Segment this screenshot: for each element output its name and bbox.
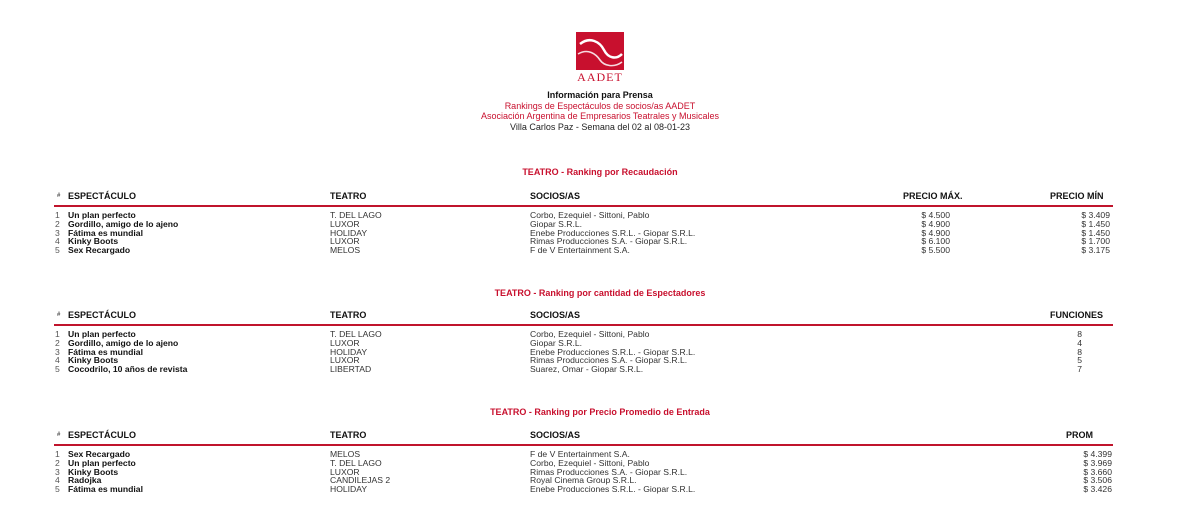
row-socios: F de V Entertainment S.A. [530, 245, 630, 256]
row-rank: 4 [55, 236, 60, 247]
row-show: Cocodrilo, 10 años de revista [68, 364, 188, 375]
row-socios: Rimas Producciones S.A. - Giopar S.R.L. [530, 236, 688, 247]
row-socios: Rimas Producciones S.A. - Giopar S.R.L. [530, 355, 688, 366]
table-row [0, 330, 1200, 339]
row-show: Kinky Boots [68, 466, 119, 477]
col-prom-header: PROM [1066, 430, 1093, 440]
aadet-logo [576, 32, 624, 70]
row-socios: Corbo, Ezequiel - Sittoni, Pablo [530, 457, 650, 468]
header-divider [54, 324, 1113, 326]
section-title: TEATRO - Ranking por cantidad de Espectadores [494, 288, 706, 298]
table-body [0, 211, 1200, 255]
row-prom: $ 3.506 [1083, 475, 1112, 486]
header-divider [54, 444, 1113, 446]
row-teatro: MELOS [330, 449, 361, 459]
col-teatro-header: TEATRO [330, 191, 367, 201]
row-funciones: 7 [1077, 364, 1082, 375]
row-socios: Giopar S.R.L. [530, 218, 583, 229]
row-prom: $ 3.660 [1083, 466, 1112, 477]
row-teatro: LUXOR [330, 337, 360, 348]
aadet-logo-icon [576, 32, 624, 70]
table-header [0, 430, 1200, 442]
row-rank: 4 [55, 355, 60, 366]
row-rank: 1 [55, 210, 60, 220]
row-max-price: $ 6.100 [921, 236, 950, 247]
row-funciones: 4 [1077, 337, 1082, 348]
row-min-price: $ 3.175 [1081, 245, 1110, 256]
row-prom: $ 3.969 [1083, 457, 1112, 468]
table-row [0, 485, 1200, 494]
row-teatro: T. DEL LAGO [330, 210, 382, 220]
row-socios: Enebe Producciones S.R.L. - Giopar S.R.L. [530, 346, 696, 357]
page-title: Información para Prensa [547, 90, 653, 100]
col-num-header: # [57, 193, 61, 199]
row-teatro: LUXOR [330, 218, 360, 229]
col-max-price-header: PRECIO MÁX. [903, 191, 963, 201]
row-teatro: LUXOR [330, 236, 360, 247]
col-show-header: ESPECTÁCULO [68, 430, 137, 440]
row-socios: Enebe Producciones S.R.L. - Giopar S.R.L. [530, 484, 696, 495]
row-teatro: HOLIDAY [330, 346, 368, 357]
section-title: TEATRO - Ranking por Precio Promedio de Entrada [490, 407, 710, 417]
col-socios-header: SOCIOS/AS [530, 310, 581, 320]
row-socios: Corbo, Ezequiel - Sittoni, Pablo [530, 329, 650, 339]
row-show: Un plan perfecto [68, 329, 136, 339]
table-body [0, 330, 1200, 374]
table-row [0, 365, 1200, 374]
row-show: Kinky Boots [68, 355, 119, 366]
col-teatro-header: TEATRO [330, 310, 367, 320]
row-socios: F de V Entertainment S.A. [530, 449, 630, 459]
row-rank: 4 [55, 475, 60, 486]
row-rank: 3 [55, 346, 60, 357]
col-funciones-header: FUNCIONES [1050, 310, 1104, 320]
table-row [0, 246, 1200, 255]
row-show: Kinky Boots [68, 236, 119, 247]
logo-text: AADET [577, 70, 623, 84]
subtitle-week: Villa Carlos Paz - Semana del 02 al 08-01-23 [510, 121, 690, 132]
row-teatro: LIBERTAD [330, 364, 372, 375]
row-teatro: HOLIDAY [330, 227, 368, 238]
row-teatro: T. DEL LAGO [330, 457, 382, 468]
row-socios: Rimas Producciones S.A. - Giopar S.R.L. [530, 466, 688, 477]
row-show: Sex Recargado [68, 245, 131, 256]
row-rank: 2 [55, 457, 60, 468]
row-min-price: $ 1.450 [1081, 227, 1110, 238]
row-teatro: T. DEL LAGO [330, 329, 382, 339]
row-teatro: MELOS [330, 245, 361, 256]
section-espectadores [0, 288, 1200, 374]
row-show: Fátima es mundial [68, 227, 143, 238]
row-show: Gordillo, amigo de lo ajeno [68, 337, 179, 348]
col-show-header: ESPECTÁCULO [68, 310, 137, 320]
row-prom: $ 4.399 [1083, 449, 1112, 459]
col-socios-header: SOCIOS/AS [530, 191, 581, 201]
table-row [0, 211, 1200, 220]
row-min-price: $ 3.409 [1081, 210, 1110, 220]
col-show-header: ESPECTÁCULO [68, 191, 137, 201]
col-num-header: # [57, 432, 61, 438]
row-rank: 2 [55, 218, 60, 229]
row-rank: 5 [55, 484, 60, 495]
col-socios-header: SOCIOS/AS [530, 430, 581, 440]
col-num-header: # [57, 312, 61, 318]
row-rank: 2 [55, 337, 60, 348]
row-rank: 5 [55, 245, 60, 256]
row-socios: Royal Cinema Group S.R.L. [530, 475, 637, 486]
row-show: Fátima es mundial [68, 484, 143, 495]
row-show: Fátima es mundial [68, 346, 143, 357]
row-rank: 3 [55, 466, 60, 477]
row-teatro: CANDILEJAS 2 [330, 475, 391, 486]
section-precio-promedio [0, 407, 1200, 494]
col-teatro-header: TEATRO [330, 430, 367, 440]
row-rank: 5 [55, 364, 60, 375]
row-min-price: $ 1.700 [1081, 236, 1110, 247]
row-funciones: 5 [1077, 355, 1082, 366]
row-max-price: $ 4.900 [921, 227, 950, 238]
table-header [0, 191, 1200, 203]
document-header [0, 32, 1200, 132]
row-prom: $ 3.426 [1083, 484, 1112, 495]
row-show: Radojka [68, 475, 102, 486]
section-recaudacion [0, 167, 1200, 255]
row-max-price: $ 4.500 [921, 210, 950, 220]
col-min-price-header: PRECIO MÍN [1050, 191, 1104, 201]
row-teatro: HOLIDAY [330, 484, 368, 495]
section-title: TEATRO - Ranking por Recaudación [522, 167, 678, 177]
row-teatro: LUXOR [330, 466, 360, 477]
row-rank: 1 [55, 449, 60, 459]
row-show: Gordillo, amigo de lo ajeno [68, 218, 179, 229]
row-rank: 1 [55, 329, 60, 339]
row-funciones: 8 [1077, 329, 1082, 339]
row-socios: Corbo, Ezequiel - Sittoni, Pablo [530, 210, 650, 220]
row-teatro: LUXOR [330, 355, 360, 366]
row-min-price: $ 1.450 [1081, 218, 1110, 229]
row-max-price: $ 4.900 [921, 218, 950, 229]
row-socios: Enebe Producciones S.R.L. - Giopar S.R.L. [530, 227, 696, 238]
row-socios: Suarez, Omar - Giopar S.R.L. [530, 364, 644, 375]
row-funciones: 8 [1077, 346, 1082, 357]
table-body [0, 450, 1200, 494]
subtitle-association: Asociación Argentina de Empresarios Teatrales y Musicales [481, 111, 719, 121]
row-show: Un plan perfecto [68, 457, 136, 468]
row-show: Sex Recargado [68, 449, 131, 459]
table-header [0, 310, 1200, 322]
header-divider [54, 205, 1113, 207]
row-show: Un plan perfecto [68, 210, 136, 220]
subtitle-rankings: Rankings de Espectáculos de socios/as AADET [504, 100, 696, 111]
row-socios: Giopar S.R.L. [530, 337, 583, 348]
row-max-price: $ 5.500 [921, 245, 950, 256]
row-rank: 3 [55, 227, 60, 238]
